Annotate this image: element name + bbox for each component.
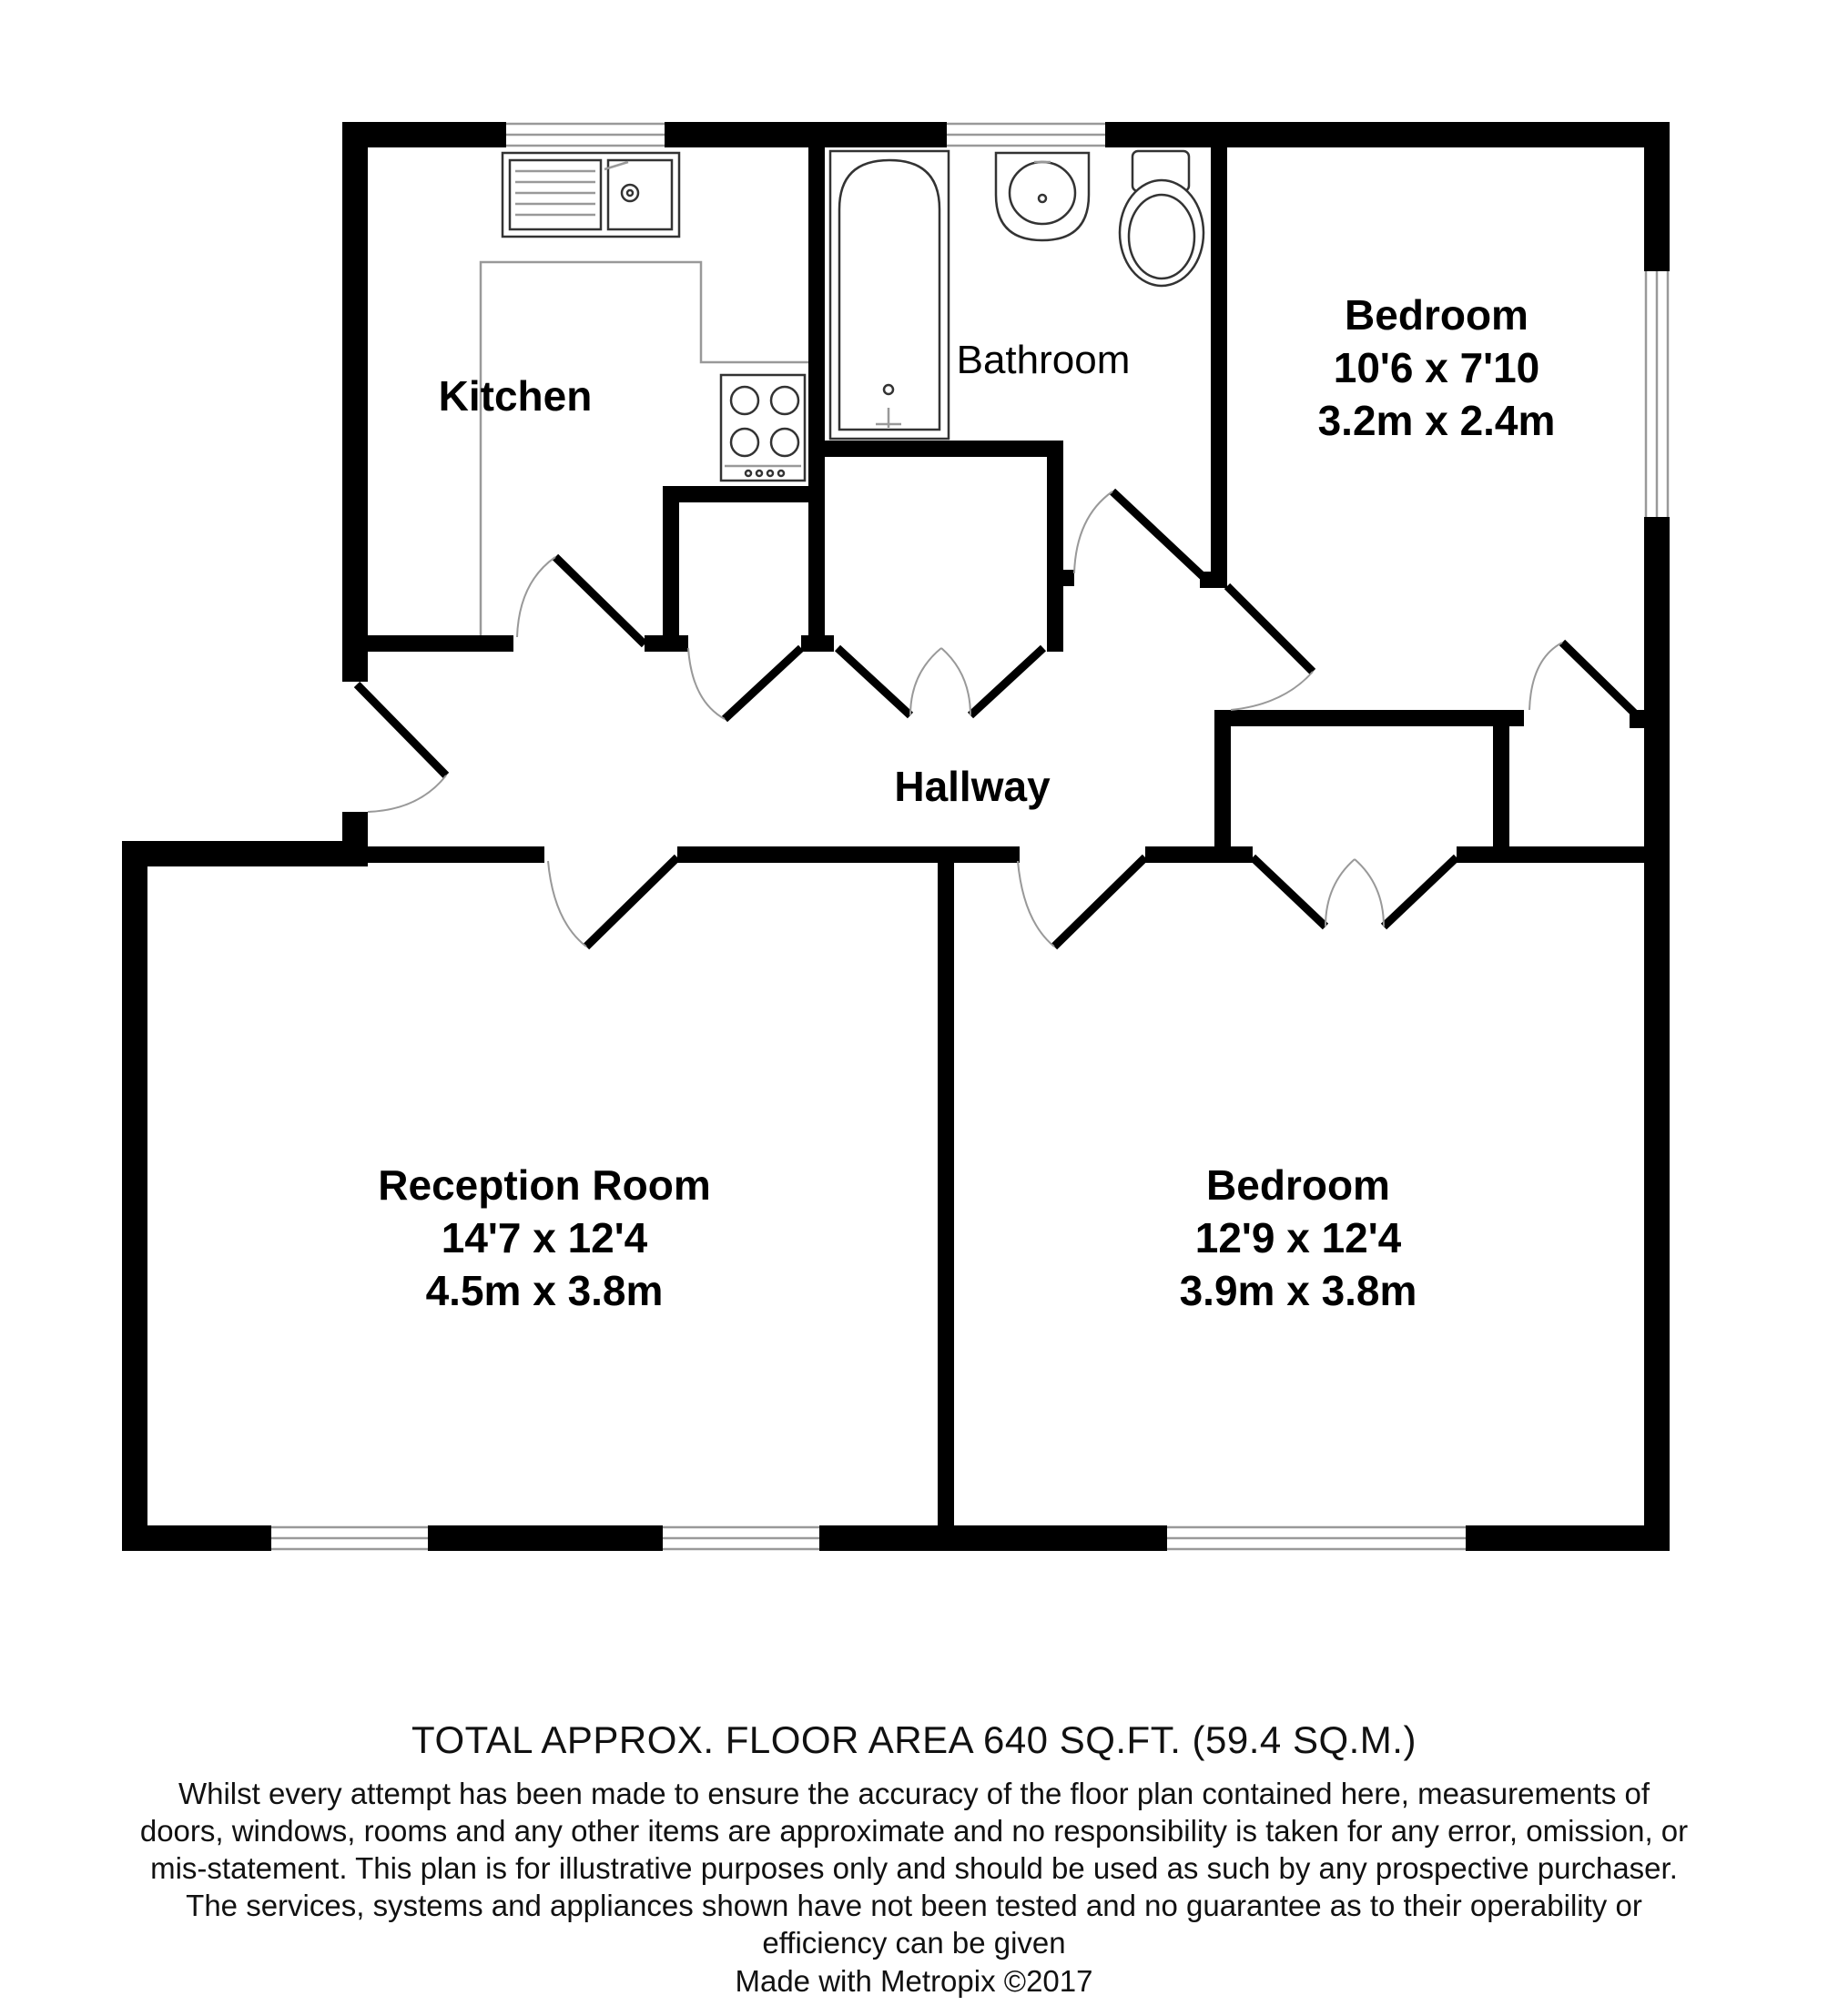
door-cupboard-1[interactable] bbox=[688, 648, 801, 719]
reception-metric: 4.5m x 3.8m bbox=[425, 1267, 664, 1314]
bedroom-1-label: Bedroom bbox=[1345, 291, 1528, 339]
window-bathroom bbox=[947, 122, 1105, 147]
bedroom-1-metric: 3.2m x 2.4m bbox=[1317, 397, 1556, 444]
kitchen-label: Kitchen bbox=[438, 372, 593, 420]
bath-icon bbox=[830, 151, 949, 439]
door-bedroom-1[interactable] bbox=[1227, 586, 1313, 710]
bathroom-label: Bathroom bbox=[956, 338, 1131, 382]
door-entrance[interactable] bbox=[357, 684, 446, 812]
bedroom-2-label: Bedroom bbox=[1206, 1161, 1390, 1209]
window-bedroom-2 bbox=[1167, 1525, 1466, 1551]
toilet-icon bbox=[1120, 151, 1203, 286]
bedroom-2-metric: 3.9m x 3.8m bbox=[1179, 1267, 1417, 1314]
credit-text: Made with Metropix ©2017 bbox=[735, 1964, 1093, 1998]
reception-label: Reception Room bbox=[378, 1161, 711, 1209]
disclaimer-text: Whilst every attempt has been made to ensure the accuracy of the floor plan contained here, measurements of doors, windows, rooms and any other items are approximate and no responsibility is taken for any error, omission, or mis-statement. This plan is for illustrative purposes only and should be used as such by any prospective purchaser. The services, systems and appliances shown have not been tested and no guarantee as to their operability or efficiency can be given bbox=[139, 1777, 1689, 1960]
door-cupboard-3[interactable] bbox=[1253, 857, 1457, 927]
window-reception-right bbox=[663, 1525, 819, 1551]
basin-icon bbox=[996, 153, 1089, 240]
bedroom-1-imperial: 10'6 x 7'10 bbox=[1333, 344, 1540, 391]
bathroom-fixtures bbox=[830, 151, 1203, 439]
total-floor-area: TOTAL APPROX. FLOOR AREA 640 SQ.FT. (59.4 SQ.M.) bbox=[411, 1718, 1417, 1761]
sink-icon bbox=[503, 153, 679, 237]
window-kitchen bbox=[506, 122, 665, 147]
hallway-label: Hallway bbox=[894, 763, 1051, 810]
door-cupboard-2[interactable] bbox=[838, 648, 1043, 715]
door-kitchen[interactable] bbox=[517, 557, 645, 644]
reception-imperial: 14'7 x 12'4 bbox=[441, 1214, 648, 1261]
window-bedroom-1 bbox=[1644, 271, 1670, 517]
door-bedroom-2[interactable] bbox=[1018, 857, 1145, 947]
window-reception-left bbox=[271, 1525, 428, 1551]
door-reception[interactable] bbox=[548, 857, 677, 947]
bedroom-2-imperial: 12'9 x 12'4 bbox=[1194, 1214, 1402, 1261]
hob-icon bbox=[721, 375, 805, 481]
door-bathroom[interactable] bbox=[1074, 491, 1203, 577]
door-bedroom-1-cupboard[interactable] bbox=[1529, 643, 1642, 721]
